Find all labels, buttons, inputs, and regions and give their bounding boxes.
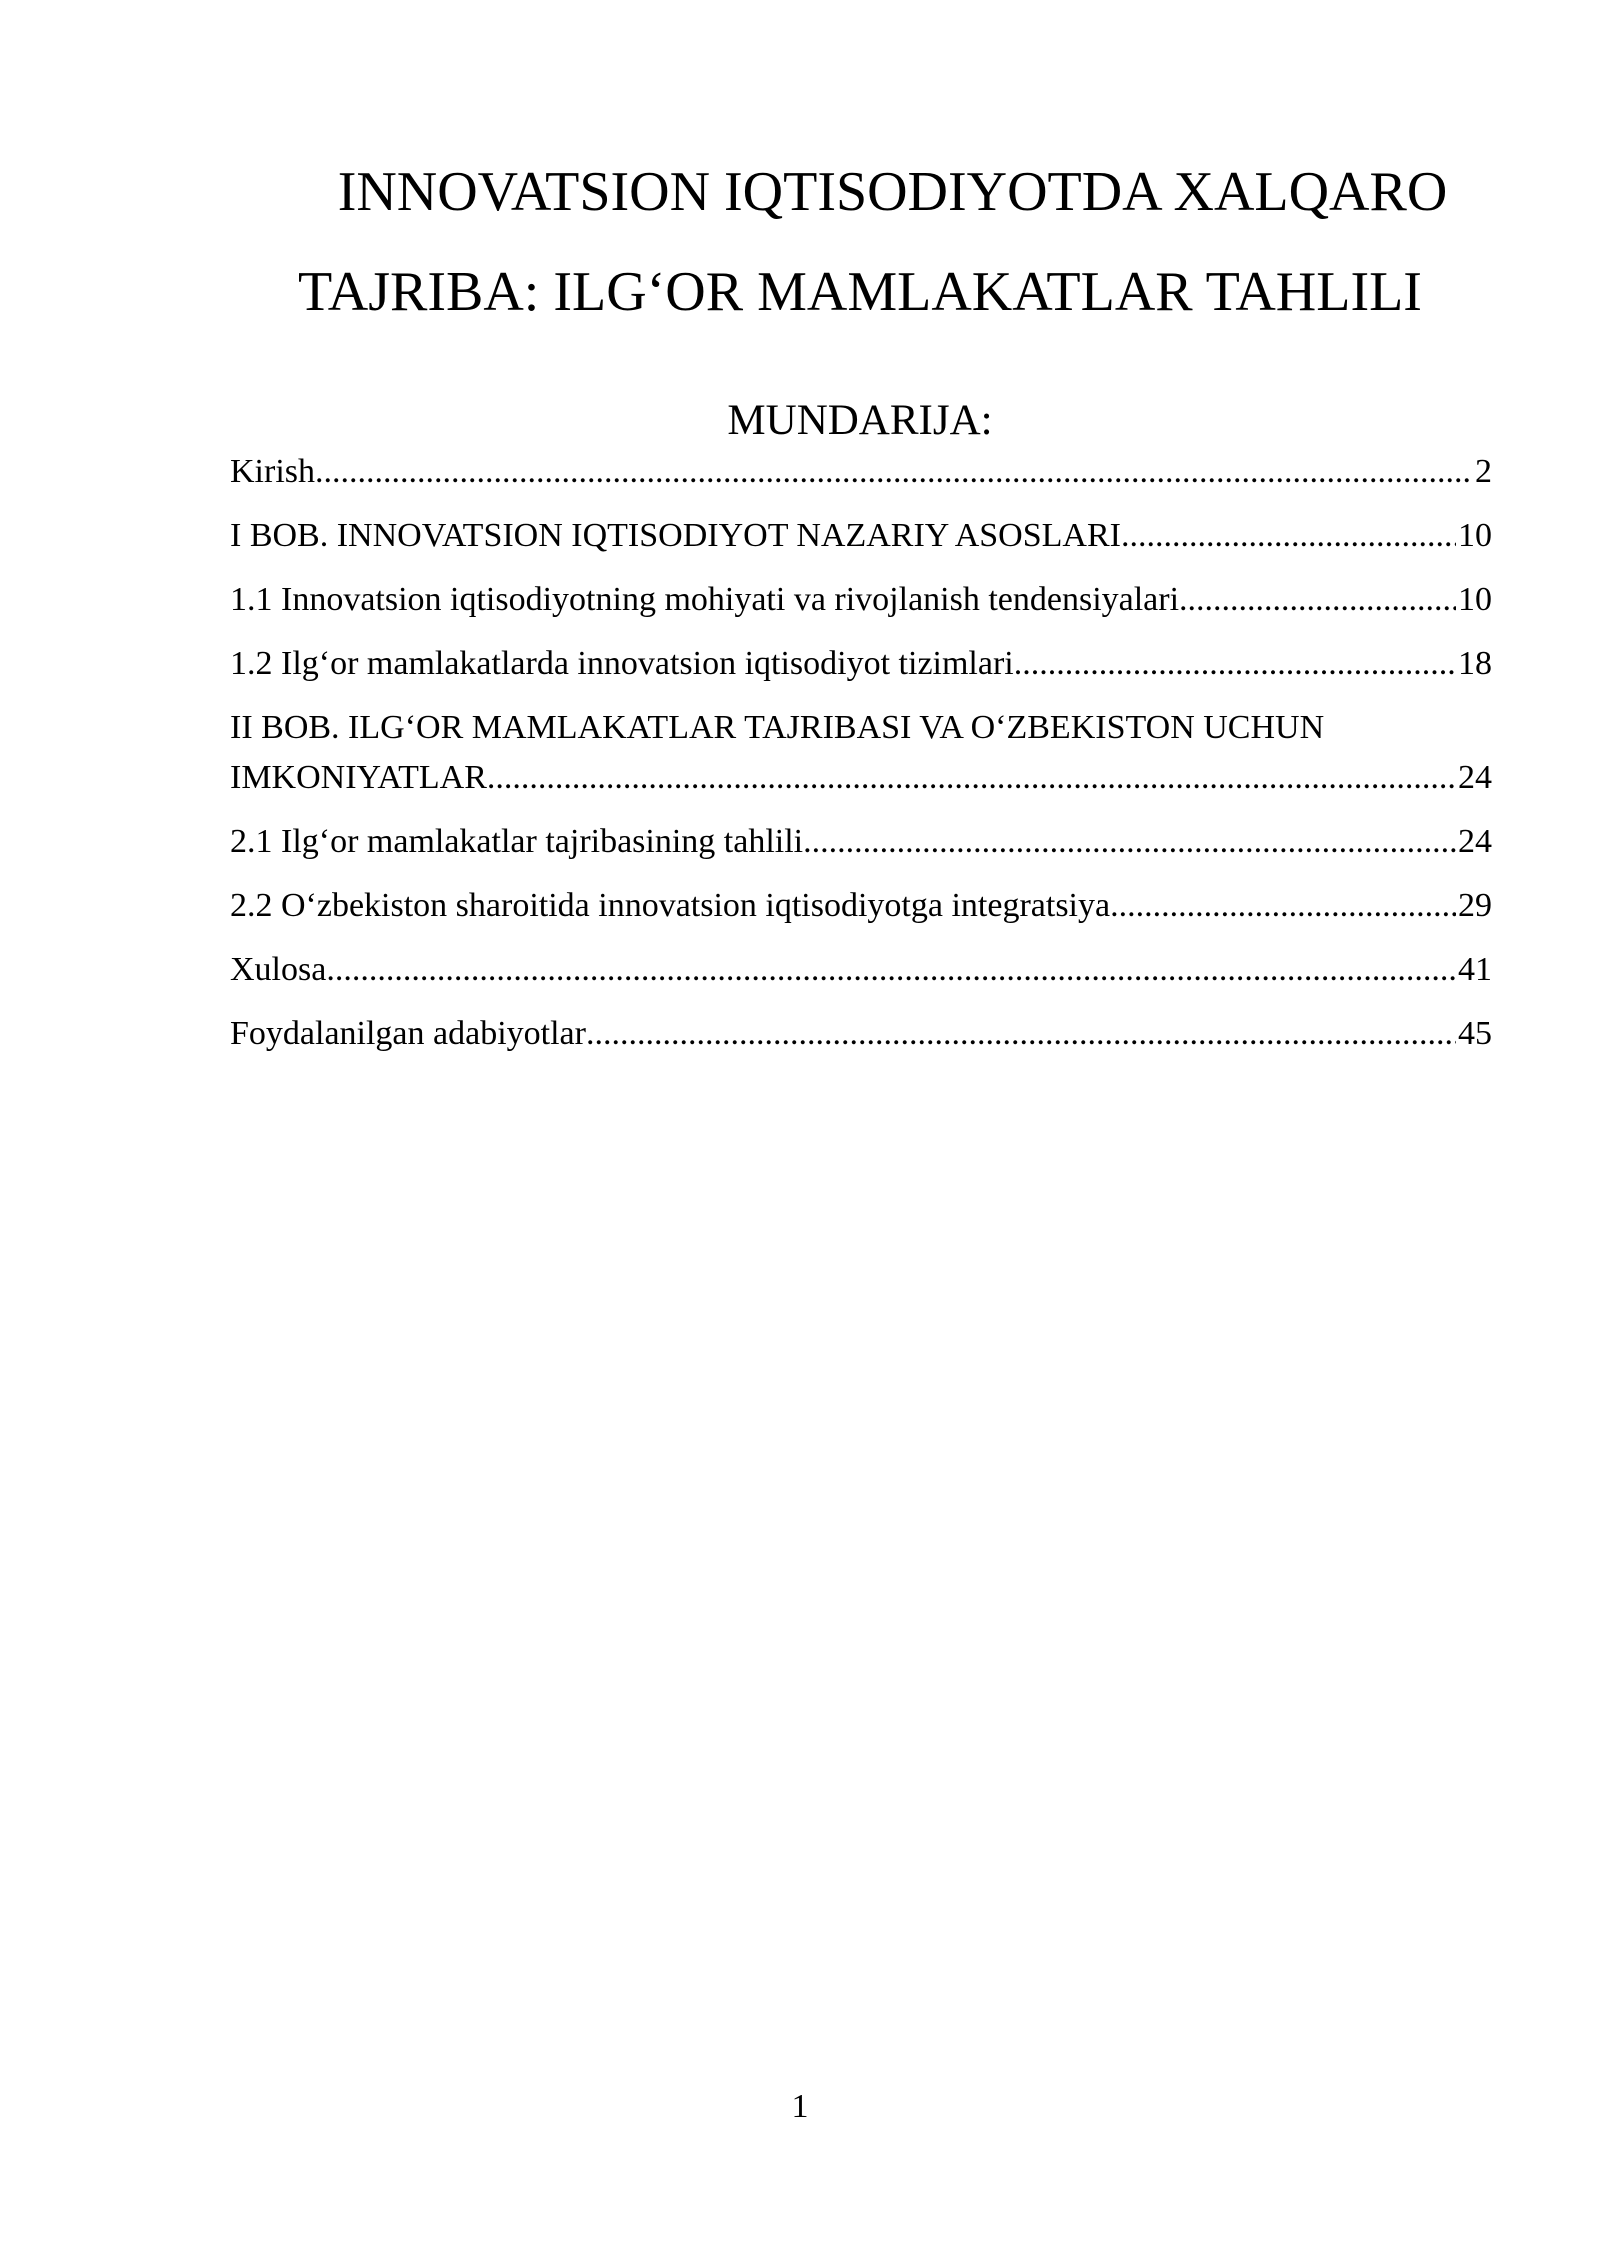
toc-dot-leader xyxy=(326,945,1456,995)
toc-dot-leader xyxy=(1110,881,1456,931)
toc-entry-label: 1.2 Ilg‘or mamlakatlarda innovatsion iqtisodiyot tizimlari xyxy=(230,645,1014,682)
toc-entry-label: Kirish xyxy=(230,453,315,490)
toc-entry-label: 1.1 Innovatsion iqtisodiyotning mohiyati va rivojlanish tendensiyalari xyxy=(230,581,1180,618)
document-title-line-1: INNOVATSION IQTISODIYOTDA XALQARO xyxy=(337,161,1448,223)
toc-entry-label: 2.2 O‘zbekiston sharoitida innovatsion iqtisodiyotga integratsiya xyxy=(230,887,1111,924)
toc-dot-leader xyxy=(803,817,1456,867)
page-number: 1 xyxy=(791,2088,809,2125)
toc-entry-xulosa xyxy=(230,945,1492,995)
toc-dot-leader xyxy=(315,447,1473,497)
toc-dot-leader xyxy=(1121,511,1456,561)
toc-entry-section-2-1 xyxy=(230,817,1492,867)
toc-entry-chapter-1 xyxy=(230,511,1492,561)
toc-entry-page: 24 xyxy=(1458,759,1492,796)
toc-dot-leader xyxy=(586,1009,1456,1059)
table-of-contents xyxy=(230,447,1492,1073)
toc-entry-kirish xyxy=(230,447,1492,497)
toc-entry-label: IMKONIYATLAR xyxy=(230,759,487,796)
toc-entry-references xyxy=(230,1009,1492,1059)
toc-entry-page: 45 xyxy=(1458,1015,1492,1052)
toc-entry-label: I BOB. INNOVATSION IQTISODIYOT NAZARIY ASOSLARI xyxy=(230,517,1121,554)
toc-entry-page: 41 xyxy=(1458,951,1492,988)
toc-dot-leader xyxy=(1014,639,1456,689)
toc-entry-page: 10 xyxy=(1458,517,1492,554)
toc-dot-leader xyxy=(487,753,1456,803)
toc-entry-chapter-2 xyxy=(230,703,1492,803)
toc-entry-page: 10 xyxy=(1458,581,1492,618)
toc-entry-label: Foydalanilgan adabiyotlar xyxy=(230,1015,586,1052)
toc-entry-section-1-1 xyxy=(230,575,1492,625)
toc-entry-page: 24 xyxy=(1458,823,1492,860)
document-title-line-2: TAJRIBA: ILG‘OR MAMLAKATLAR TAHLILI xyxy=(298,261,1422,323)
toc-entry-section-1-2 xyxy=(230,639,1492,689)
toc-dot-leader xyxy=(1179,575,1456,625)
table-of-contents-heading: MUNDARIJA: xyxy=(727,397,993,444)
toc-entry-section-2-2 xyxy=(230,881,1492,931)
toc-entry-label-line-1: II BOB. ILG‘OR MAMLAKATLAR TAJRIBASI VA O‘ZBEKISTON UCHUN xyxy=(230,709,1325,746)
toc-entry-page: 2 xyxy=(1475,453,1492,490)
document-title xyxy=(230,142,1490,342)
toc-entry-page: 18 xyxy=(1458,645,1492,682)
toc-entry-label: 2.1 Ilg‘or mamlakatlar tajribasining tahlili xyxy=(230,823,804,860)
toc-entry-label: Xulosa xyxy=(230,951,327,988)
toc-entry-page: 29 xyxy=(1458,887,1492,924)
